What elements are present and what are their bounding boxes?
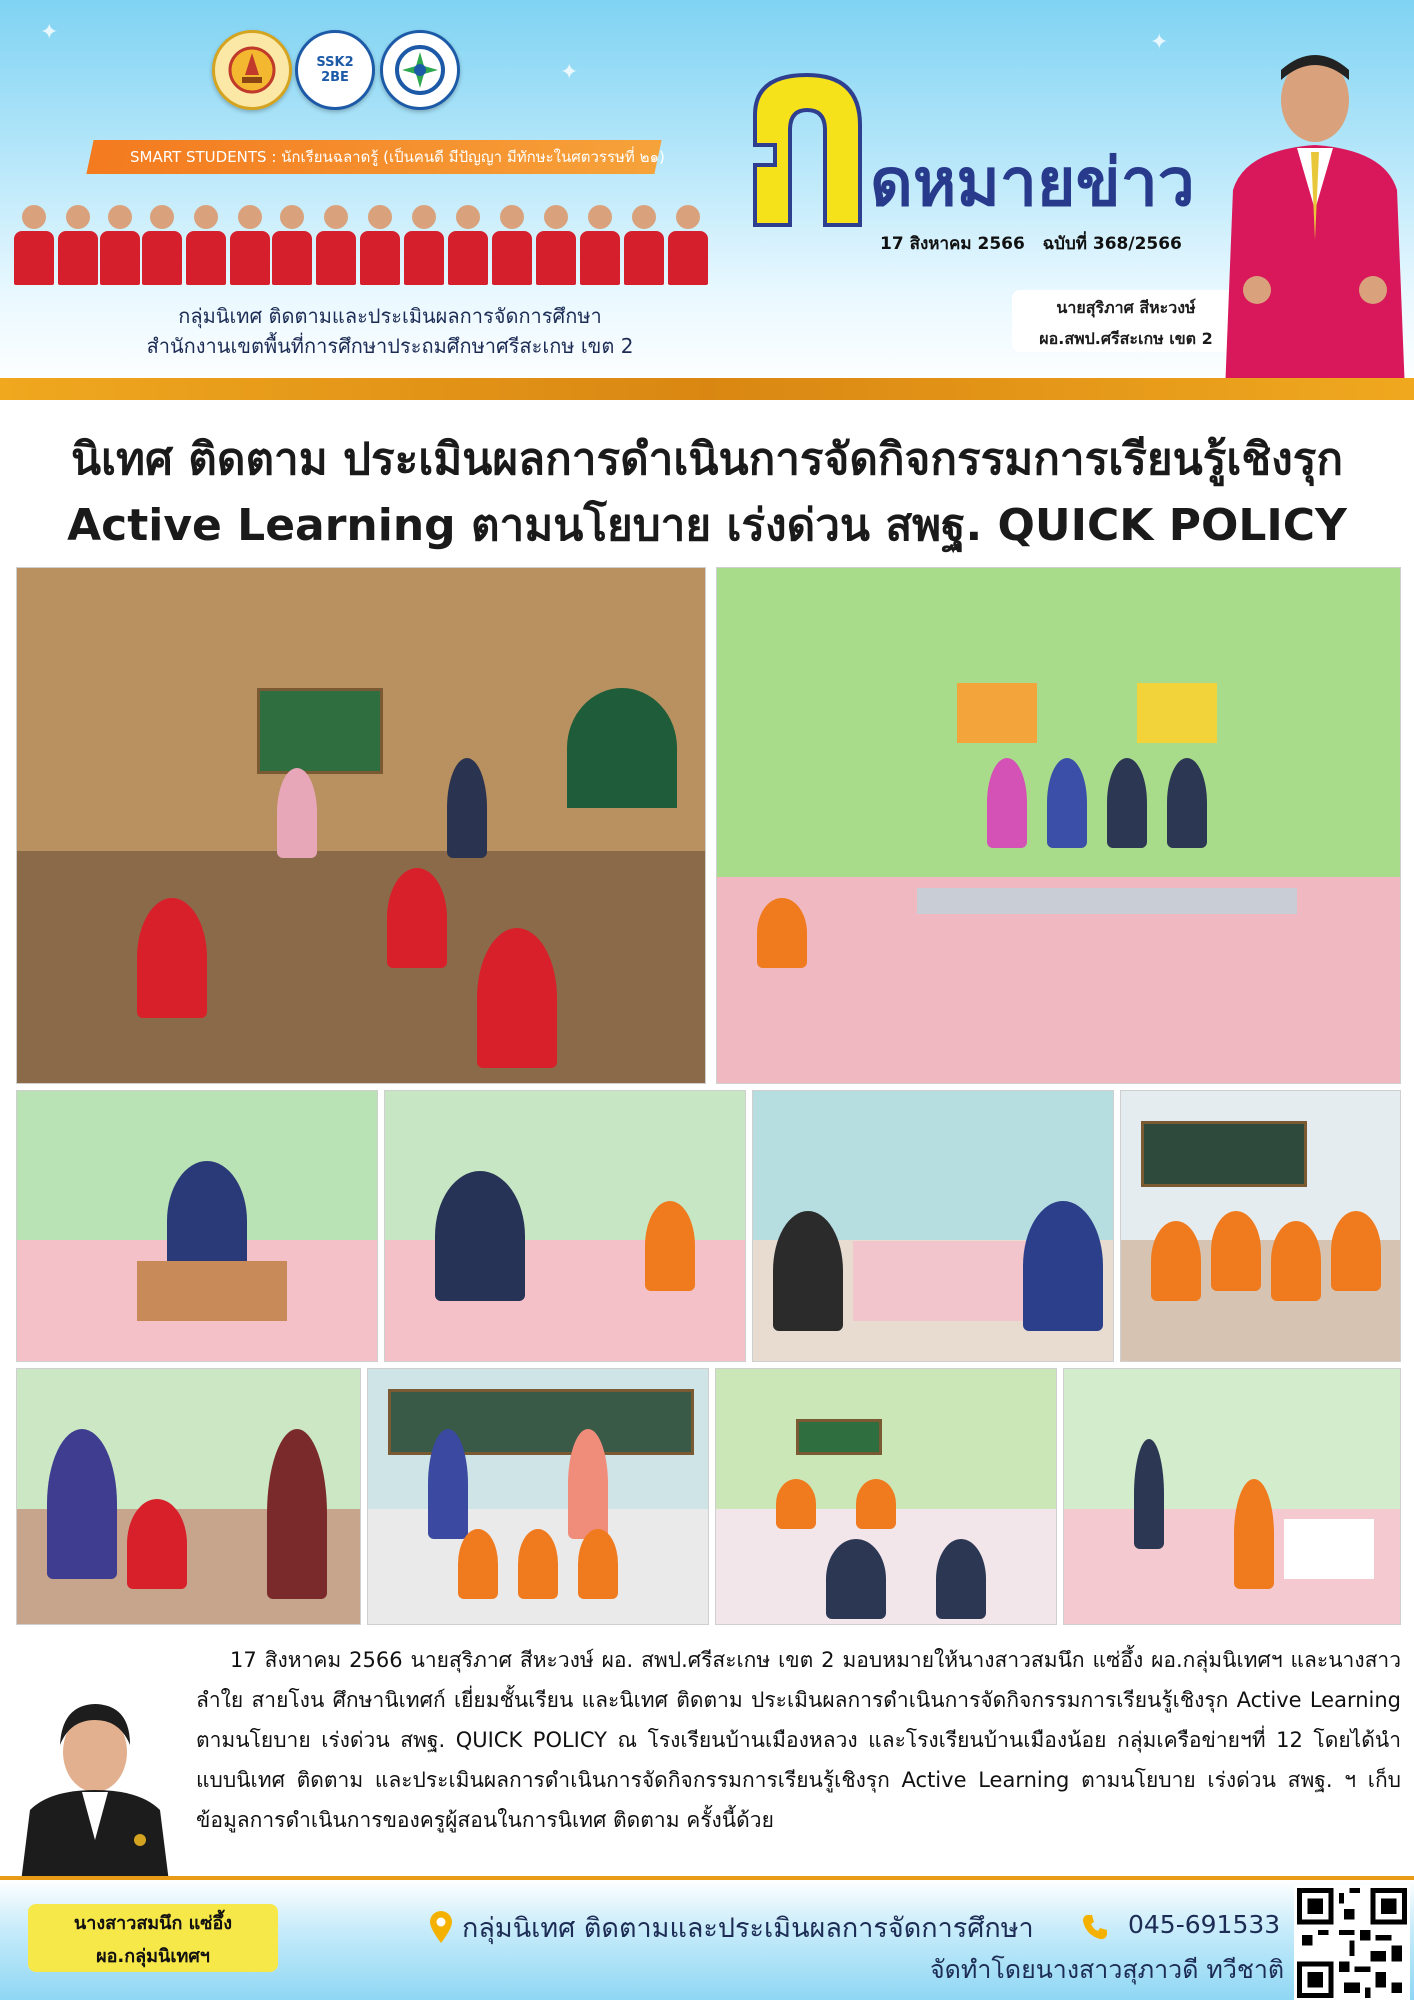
staff-member (186, 205, 226, 285)
header (0, 0, 1414, 392)
staff-member (272, 205, 312, 285)
article-title-line-2: Active Learning ตามนโยบาย เร่งด่วน สพฐ. QUICK POLICY (67, 500, 1347, 551)
student-group-photo-1 (1120, 1090, 1401, 1362)
org-line-2: สำนักงานเขตพื้นที่การศึกษาประถมศึกษาศรีสะเกษ เขต 2 (146, 334, 634, 358)
banner-text: SMART STUDENTS : นักเรียนฉลาดรู้ (เป็นคนดี มีปัญญา มีทักษะในศตวรรษที่ ๒๑) (130, 148, 665, 166)
staff-member (580, 205, 620, 285)
qr-code-icon[interactable] (1294, 1885, 1410, 2001)
article-body (196, 1640, 1401, 1840)
classroom-photo-small-1 (16, 1090, 378, 1362)
staff-member (100, 205, 140, 285)
sparkle-decoration: ✦ (1150, 30, 1169, 55)
ssk2-logo-text: SSK2 2BE (316, 55, 354, 85)
article-title-line-1: นิเทศ ติดตาม ประเมินผลการดำเนินการจัดกิจกรรมการเรียนรู้เชิงรุก (70, 434, 1344, 485)
ssk2-logo (295, 30, 375, 110)
author-name: นางสาวสมนึก แซ่อึ้ง (73, 1913, 233, 1934)
article-paragraph: 17 สิงหาคม 2566 นายสุริภาศ สีหะวงษ์ ผอ. สพป.ศรีสะเกษ เขต 2 มอบหมายให้นางสาวสมนึก แซ่อึ้ง ผอ.กลุ่มนิเทศฯ และนางสาวลำใย สายโงน ศึกษานิเทศก์ เยี่ยมชั้นเรียน และนิเทศ ติดตาม ประเมินผลการดำเนินการจัดกิจกรรมการเรียนรู้เชิงรุก Active Learning ตามนโยบาย เร่งด่วน สพฐ. QUICK POLICY ณ โรงเรียนบ้านเมืองหลวง และโรงเรียนบ้านเมืองน้อย กลุ่มเครือข่ายฯที่ 12 โดยได้นำแบบนิเทศ ติดตาม และประเมินผลการดำเนินการจัดกิจกรรมการเรียนรู้เชิงรุก Active Learning ตามนโยบาย เร่งด่วน สพฐ. ฯ เก็บข้อมูลการดำเนินการของครูผู้สอนในการนิเทศ ติดตาม ครั้งนี้ด้วย (196, 1648, 1401, 1832)
classroom-photo-small-5 (1063, 1368, 1401, 1625)
staff-member (230, 205, 270, 285)
classroom-photo-small-4 (715, 1368, 1057, 1625)
classroom-photo-large-2 (716, 567, 1401, 1084)
staff-member (14, 205, 54, 285)
director-caption (1012, 290, 1240, 352)
supervision-logo (380, 30, 460, 110)
sparkle-decoration: ✦ (40, 20, 59, 45)
sparkle-decoration: ✦ (560, 60, 579, 85)
staff-member (316, 205, 356, 285)
location-pin-icon (428, 1910, 454, 1944)
issue-dateline (880, 230, 1182, 257)
staff-member (624, 205, 664, 285)
newsletter-headline: ดหมายข่าว (870, 143, 1195, 221)
meeting-room-photo (752, 1090, 1114, 1362)
staff-member (360, 205, 400, 285)
staff-member (448, 205, 488, 285)
contact-phone: 045-691533 (1128, 1910, 1281, 1939)
obec-logo (212, 30, 292, 110)
classroom-photo-small-2 (384, 1090, 746, 1362)
issue-number: ฉบับที่ 368/2566 (1042, 234, 1182, 254)
phone-icon (1080, 1912, 1110, 1942)
director-name: นายสุริภาศ สีหะวงษ์ (1056, 298, 1196, 317)
smart-students-banner (86, 140, 665, 174)
author-title: ผอ.กลุ่มนิเทศฯ (96, 1946, 210, 1967)
staff-member (58, 205, 98, 285)
author-portrait (20, 1690, 170, 1890)
org-line-1: กลุ่มนิเทศ ติดตามและประเมินผลการจัดการศึกษา (178, 304, 602, 328)
staff-member (668, 205, 708, 285)
director-portrait (1215, 40, 1414, 392)
director-title: ผอ.สพป.ศรีสะเกษ เขต 2 (1039, 329, 1213, 348)
footer-org: กลุ่มนิเทศ ติดตามและประเมินผลการจัดการศึกษา (462, 1913, 1034, 1944)
credit-line: จัดทำโดยนางสาวสุภาวดี ทวีชาติ (930, 1955, 1285, 1984)
student-group-photo-2 (367, 1368, 709, 1625)
header-divider (0, 378, 1414, 400)
staff-member (492, 205, 532, 285)
classroom-photo-large-1 (16, 567, 706, 1084)
author-caption (28, 1904, 278, 1972)
staff-member (142, 205, 182, 285)
headline-big-letter-graphic (735, 55, 880, 245)
classroom-photo-small-3 (16, 1368, 361, 1625)
staff-member (536, 205, 576, 285)
staff-member (404, 205, 444, 285)
issue-date: 17 สิงหาคม 2566 (880, 234, 1025, 254)
